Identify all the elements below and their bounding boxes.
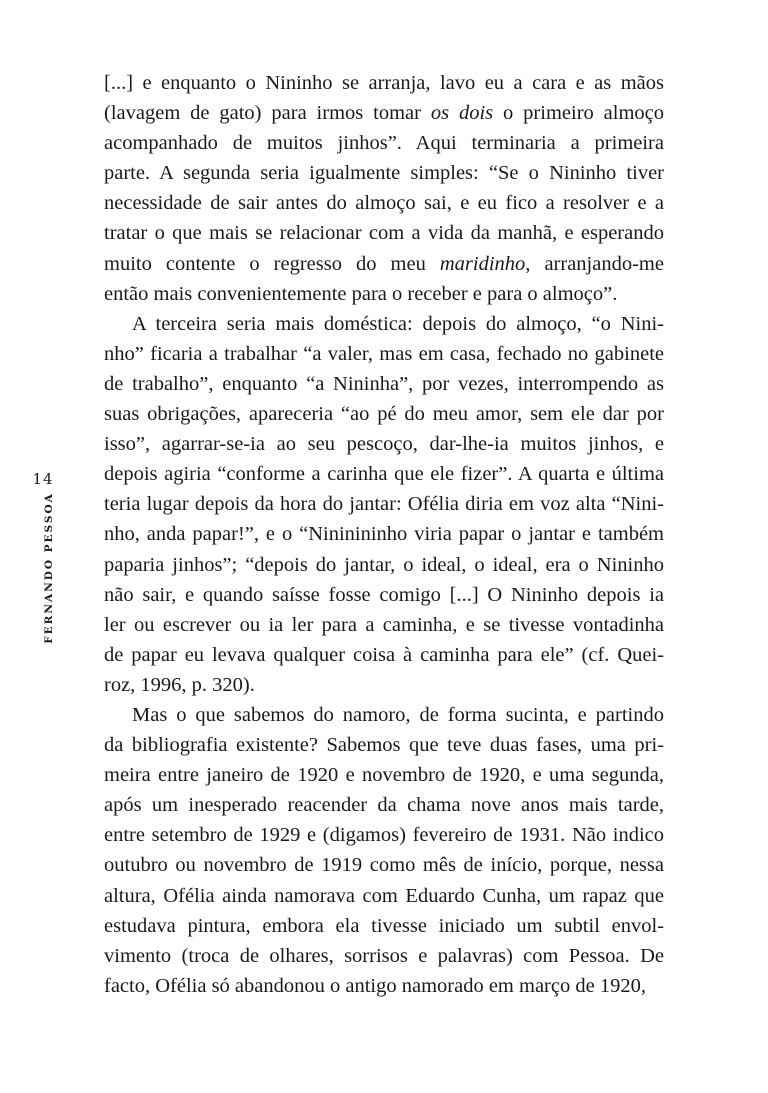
text-line: outubro ou novembro de 1919 como mês de início, porque, nessa [104,854,664,877]
text-line: isso”, agarrar-se-ia ao seu pescoço, dar-lhe-ia muitos jinhos, e [104,433,664,456]
paragraph [104,309,664,700]
text-line: [...] e enquanto o Nininho se arranja, lavo eu a cara e as mãos [104,72,664,94]
text-line: altura, Ofélia ainda namorava com Eduardo Cunha, um rapaz que [104,884,664,907]
body-text [104,68,664,1001]
text-run: muito contente o regresso do meu [104,252,440,275]
text-line: meira entre janeiro de 1920 e novembro de 1920, e uma segunda, [104,764,664,787]
text-run: (lavagem de gato) para irmos tomar [104,102,431,125]
text-line [104,249,664,279]
text-line: então mais convenientemente para o receber e para o almoço”. [104,282,618,305]
text-line [104,98,664,128]
text-line: entre setembro de 1929 e (digamos) fevereiro de 1931. Não indico [104,824,664,847]
text-line: nho” ficaria a trabalhar “a valer, mas em casa, fechado no gabinete [104,342,664,365]
italic-text: maridinho [439,252,526,275]
text-line: depois agiria “conforme a carinha que ele fizer”. A quarta e última [104,463,664,486]
paragraph [104,700,664,1001]
text-run: , arranjando-me [525,252,664,275]
text-line: não sair, e quando saísse fosse comigo [...] O Nininho depois ia [104,583,664,606]
text-line: estudava pintura, embora ela tivesse iniciado um subtil envol- [104,914,664,937]
running-head: FERNANDO PESSOA [43,492,55,644]
text-line: teria lugar depois da hora do jantar: Ofélia diria em voz alta “Nini- [104,493,664,516]
text-line: roz, 1996, p. 320). [104,673,255,696]
text-line: facto, Ofélia só abandonou o antigo namorado em março de 1920, [104,974,646,997]
text-line: de trabalho”, enquanto “a Nininha”, por vezes, interrompendo as [104,372,664,395]
text-line: ler ou escrever ou ia ler para a caminha, e se tivesse vontadinha [104,613,664,636]
text-line: vimento (troca de olhares, sorrisos e palavras) com Pessoa. De [104,944,664,967]
text-line: parte. A segunda seria igualmente simples: “Se o Nininho tiver [104,162,664,185]
text-line: necessidade de sair antes do almoço sai, e eu fico a resolver e a [104,192,664,215]
text-line: após um inesperado reacender da chama nove anos mais tarde, [104,794,664,817]
text-line: Mas o que sabemos do namoro, de forma sucinta, e partindo [132,703,664,726]
text-line: acompanhado de muitos jinhos”. Aqui terminaria a primeira [104,132,664,155]
text-line: paparia jinhos”; “depois do jantar, o ideal, o ideal, era o Nininho [104,553,664,576]
page-number: 14 [32,470,54,488]
text-line: nho, anda papar!”, e o “Nininininho viria papar o jantar e também [104,523,664,546]
paragraph [104,68,664,309]
text-run: o primeiro almoço [493,102,664,125]
text-line: A terceira seria mais doméstica: depois do almoço, “o Nini- [132,312,664,335]
text-line: suas obrigações, apareceria “ao pé do meu amor, sem ele dar por [104,403,664,426]
text-line: da bibliografia existente? Sabemos que teve duas fases, uma pri- [104,734,664,757]
page-margin [28,470,58,670]
text-line: tratar o que mais se relacionar com a vida da manhã, e esperando [104,222,664,245]
italic-text: os dois [430,102,494,125]
text-line: de papar eu levava qualquer coisa à caminha para ele” (cf. Quei- [104,643,664,666]
